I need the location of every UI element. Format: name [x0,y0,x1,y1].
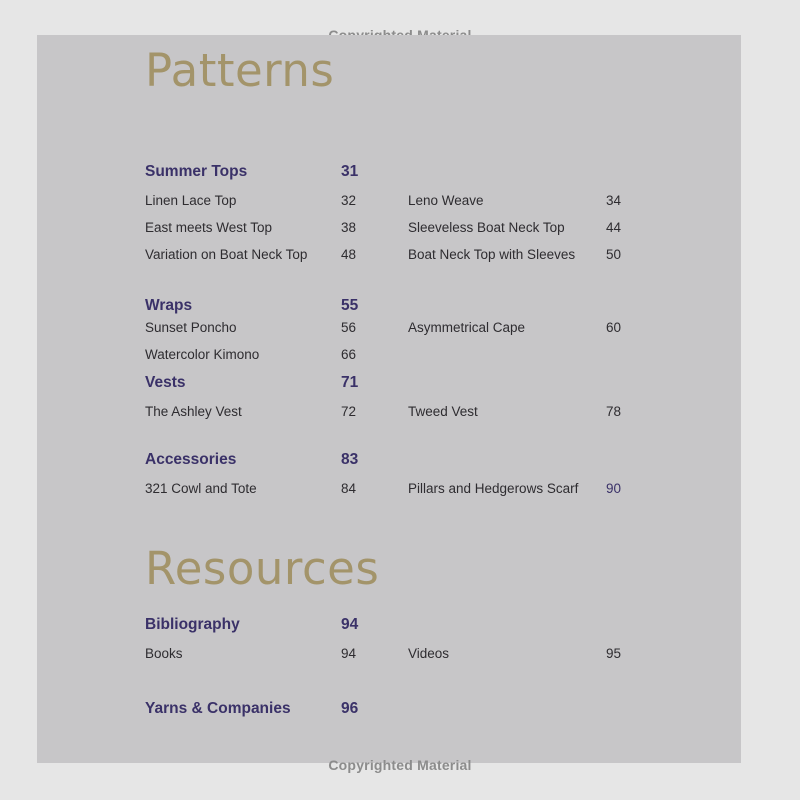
toc-entry: East meets West Top [145,220,273,235]
toc-entry: Pillars and Hedgerows Scarf [408,481,579,496]
toc-entry-page: 66 [341,347,357,362]
category-wraps: Wraps [145,297,193,314]
category-page-summer-tops: 31 [341,163,359,180]
watermark-bottom: Copyrighted Material [328,757,472,773]
toc-entry: Tweed Vest [408,404,478,419]
toc-entry-page: 84 [341,481,357,496]
toc-entry-page: 94 [341,646,357,661]
toc-entry-page: 78 [606,404,622,419]
category-accessories: Accessories [145,451,237,468]
category-bibliography: Bibliography [145,616,240,633]
toc-entry-page: 50 [606,247,622,262]
toc-entry: Watercolor Kimono [145,347,260,362]
category-page-yarns-companies: 96 [341,700,359,717]
toc-entry-page: 38 [341,220,357,235]
toc-entry: Leno Weave [408,193,484,208]
category-vests: Vests [145,374,186,391]
toc-entry: The Ashley Vest [145,404,242,419]
toc-entry: Linen Lace Top [145,193,237,208]
toc-entry: Sunset Poncho [145,320,237,335]
toc-entry-page: 48 [341,247,357,262]
toc-entry-page: 56 [341,320,357,335]
toc-entry: Asymmetrical Cape [408,320,526,335]
toc-entry-page: 95 [606,646,622,661]
toc-entry-page: 34 [606,193,622,208]
toc-entry: Boat Neck Top with Sleeves [408,247,576,262]
toc-entry-page: 90 [606,481,622,496]
toc-entry-page: 60 [606,320,622,335]
category-page-vests: 71 [341,374,359,391]
category-page-accessories: 83 [341,451,359,468]
category-yarns-companies: Yarns & Companies [145,700,291,717]
toc-entry: 321 Cowl and Tote [145,481,257,496]
toc-entry: Videos [408,646,450,661]
category-summer-tops: Summer Tops [145,163,248,180]
category-page-bibliography: 94 [341,616,359,633]
section-heading-resources: Resources [145,542,380,595]
toc-entry: Books [145,646,183,661]
toc-entry-page: 32 [341,193,357,208]
toc-entry: Variation on Boat Neck Top [145,247,308,262]
section-heading-patterns: Patterns [145,44,335,97]
toc-page [37,35,741,763]
category-page-wraps: 55 [341,297,359,314]
toc-entry: Sleeveless Boat Neck Top [408,220,565,235]
toc-entry-page: 44 [606,220,622,235]
toc-entry-page: 72 [341,404,357,419]
